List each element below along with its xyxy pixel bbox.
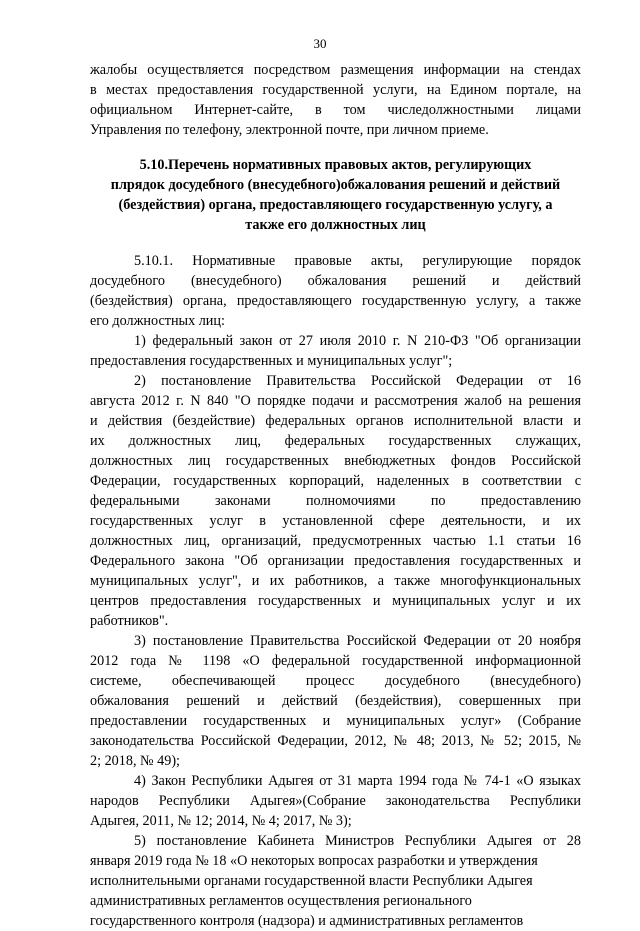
heading-line: также его должностных лиц (245, 217, 426, 233)
text-line: его должностных лиц: (90, 313, 225, 329)
text-line: государственного контроля (надзора) и административных регламентов (90, 913, 524, 929)
text-line: августа 2012 г. N 840 "О порядке подачи и рассмотрения жалоб на решения (90, 393, 581, 409)
heading-line: плрядок досудебного (внесудебного)обжалования решений и действий (110, 177, 561, 193)
text-line: государственных услуг в установленной сфере деятельности, и их (90, 513, 581, 529)
text-line: муниципальных услуг", и их работников, а также многофункциональных (90, 573, 581, 589)
text-line: Федерации, государственных корпораций, наделенных в соответствии с (90, 473, 581, 489)
text-line: 2; 2018, № 49); (90, 753, 180, 769)
text-line: 2) постановление Правительства Российской Федерации от 16 (134, 373, 581, 389)
text-line: их должностных лиц, федеральных государственных служащих, (90, 433, 581, 449)
heading-line: 5.10.Перечень нормативных правовых актов, регулирующих (139, 157, 532, 173)
text-line: системе, обеспечивающей процесс досудебного (внесудебного) (90, 673, 581, 689)
text-line: 2012 года № 1198 «О федеральной государственной информационной (90, 653, 581, 669)
text-line: жалобы осуществляется посредством размещения информации на стендах (90, 62, 581, 78)
text-line: административных регламентов осуществления регионального (90, 893, 472, 909)
text-line: Федерального закона "Об организации предоставления государственных и (90, 553, 581, 569)
text-line: официальном Интернет-сайте, в том числедолжностными лицами (90, 102, 581, 118)
text-line: должностных лиц государственных внебюджетных фондов Российской (90, 453, 581, 469)
text-line: исполнительными органами государственной власти Республики Адыгея (90, 873, 533, 889)
text-line: предоставления государственных и муниципальных услуг"; (90, 353, 453, 369)
page-content (90, 60, 581, 931)
text-line: Адыгея, 2011, № 12; 2014, № 4; 2017, № 3); (90, 813, 352, 829)
intro-paragraph (90, 60, 581, 140)
text-line: досудебного (внесудебного) обжалования решений и действий (90, 273, 581, 289)
text-line: Управления по телефону, электронной почте, при личном приеме. (90, 122, 489, 138)
heading-line: (бездействия) органа, предоставляющего государственную услугу, а (118, 197, 553, 213)
text-line: 5.10.1. Нормативные правовые акты, регулирующие порядок (134, 253, 581, 269)
text-line: 1) федеральный закон от 27 июля 2010 г. N 210-ФЗ "Об организации (134, 333, 581, 349)
text-line: 4) Закон Республики Адыгея от 31 марта 1994 года № 74-1 «О языках (134, 773, 581, 789)
text-line: обжалования решений и действий (бездействия), совершенных при (90, 693, 581, 709)
page-number: 30 (313, 36, 327, 51)
text-line: предоставлении государственных и муниципальных услуг» (Собрание (90, 713, 581, 729)
text-line: 5) постановление Кабинета Министров Республики Адыгея от 28 (134, 833, 581, 849)
text-line: января 2019 года № 18 «О некоторых вопросах разработки и утверждения (90, 853, 538, 869)
text-line: федеральными законами полномочиями по предоставлению (90, 493, 581, 509)
text-line: 3) постановление Правительства Российской Федерации от 20 ноября (134, 633, 581, 649)
text-line: работников". (90, 613, 169, 629)
text-line: должностных лиц, организаций, предусмотренных частью 1.1 статьи 16 (90, 533, 581, 549)
text-line: (бездействия) органа, предоставляющего государственную услугу, а также (90, 293, 581, 309)
text-line: законодательства Российской Федерации, 2012, № 48; 2013, № 52; 2015, № (90, 733, 581, 749)
body-text (90, 251, 581, 931)
text-line: и действия (бездействие) федеральных органов исполнительной власти и (90, 413, 581, 429)
text-line: центров предоставления государственных и муниципальных услуг и их (90, 593, 581, 609)
text-line: в местах предоставления государственной услуги, на Едином портале, на (90, 82, 581, 98)
section-heading (90, 155, 581, 235)
text-line: народов Республики Адыгея»(Собрание законодательства Республики (90, 793, 581, 809)
